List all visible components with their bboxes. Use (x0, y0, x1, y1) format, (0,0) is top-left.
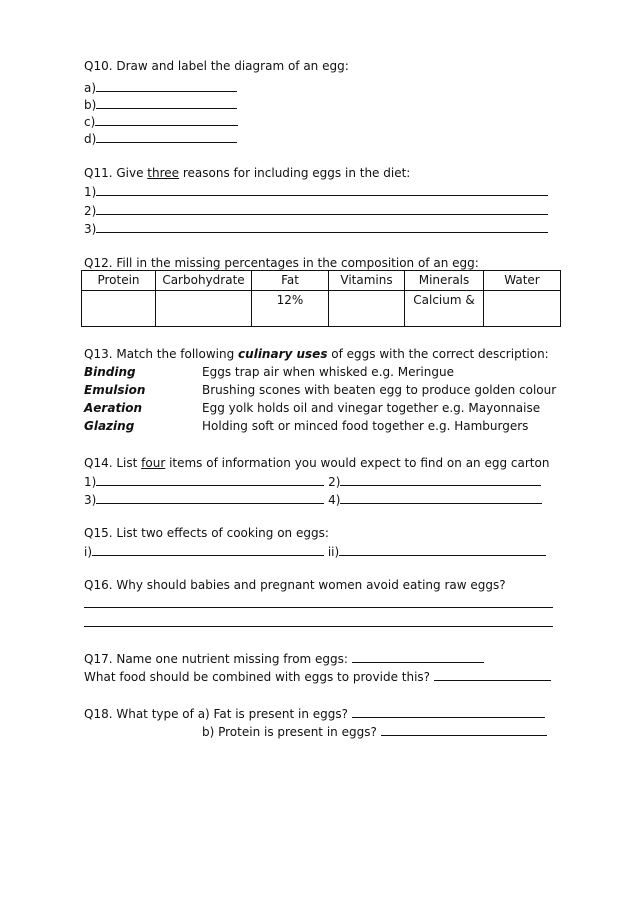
q14-question (84, 455, 549, 471)
q18-question-a (84, 705, 545, 722)
q12-question: Q12. Fill in the missing percentages in the composition of an egg: (84, 256, 479, 270)
header-cell: Minerals (405, 271, 484, 291)
answer-blank[interactable] (96, 130, 237, 143)
answer-blank[interactable] (352, 705, 545, 718)
answer-blank[interactable] (96, 491, 324, 504)
answer-label: 4) (328, 493, 341, 507)
answer-label: d) (84, 132, 97, 146)
q16-answer-line-2 (84, 614, 553, 631)
q13-question (84, 346, 549, 362)
q15-question: Q15. List two effects of cooking on eggs: (84, 526, 329, 540)
q13-prefix: Q13. Match the following (84, 347, 239, 361)
answer-blank[interactable] (381, 723, 547, 736)
answer-blank[interactable] (96, 202, 548, 215)
answer-blank[interactable] (96, 220, 548, 233)
answer-blank[interactable] (352, 650, 484, 663)
match-term-aeration: Aeration (84, 401, 143, 415)
value-cell-minerals: Calcium & (405, 291, 484, 327)
answer-blank[interactable] (96, 473, 324, 486)
answer-blank[interactable] (96, 96, 237, 109)
header-cell: Vitamins (329, 271, 405, 291)
answer-blank[interactable] (96, 183, 548, 196)
match-description: Brushing scones with beaten egg to produce golden colour (202, 383, 557, 397)
answer-label: 2) (328, 475, 341, 489)
answer-label: i) (84, 545, 93, 559)
header-cell: Carbohydrate (156, 271, 252, 291)
q16-question: Q16. Why should babies and pregnant women avoid eating raw eggs? (84, 578, 506, 592)
header-cell: Fat (252, 271, 329, 291)
answer-blank[interactable] (434, 668, 551, 681)
composition-table (81, 270, 561, 327)
answer-blank[interactable] (84, 614, 553, 627)
q16-answer-line-1 (84, 595, 553, 612)
q14-suffix: items of information you would expect to find on an egg carton (165, 456, 550, 470)
answer-blank[interactable] (84, 595, 553, 608)
answer-label: 3) (84, 493, 97, 507)
header-cell: Water (484, 271, 561, 291)
match-term-emulsion: Emulsion (84, 383, 146, 397)
q10-answer-d (84, 130, 237, 147)
value-cell-carbohydrate[interactable] (156, 291, 252, 327)
q17-question (84, 650, 484, 667)
header-cell: Protein (82, 271, 156, 291)
q11-prefix: Q11. Give (84, 166, 148, 180)
table-header-row (82, 271, 561, 291)
match-term-glazing: Glazing (84, 419, 135, 433)
answer-label: 2) (84, 204, 97, 218)
q14-emphasis: four (141, 456, 166, 470)
answer-label: ii) (327, 545, 340, 559)
q11-question (84, 165, 410, 181)
q10-answer-b (84, 96, 237, 113)
q14-prefix: Q14. List (84, 456, 142, 470)
answer-label: c) (84, 115, 96, 129)
answer-blank[interactable] (95, 113, 238, 126)
answer-blank[interactable] (340, 473, 541, 486)
q11-answer-2 (84, 202, 548, 219)
q17-followup-text: What food should be combined with eggs to provide this? (84, 670, 431, 684)
answer-label: 3) (84, 222, 97, 236)
q10-answer-a (84, 79, 237, 96)
match-description: Egg yolk holds oil and vinegar together e.g. Mayonnaise (202, 401, 541, 415)
answer-blank[interactable] (339, 543, 546, 556)
q10-question: Q10. Draw and label the diagram of an egg: (84, 59, 349, 73)
answer-blank[interactable] (92, 543, 324, 556)
q13-suffix: of eggs with the correct description: (327, 347, 549, 361)
answer-label: b) (84, 98, 97, 112)
value-cell-vitamins[interactable] (329, 291, 405, 327)
q15-answers-row (84, 543, 546, 560)
match-description: Eggs trap air when whisked e.g. Meringue (202, 365, 454, 379)
value-cell-fat: 12% (252, 291, 329, 327)
answer-blank[interactable] (96, 79, 237, 92)
answer-label: 1) (84, 475, 97, 489)
q17-followup (84, 668, 551, 685)
q11-emphasis: three (147, 166, 180, 180)
answer-label: 1) (84, 185, 97, 199)
q10-answer-c (84, 113, 238, 130)
table-value-row (82, 291, 561, 327)
q14-answers-row-2 (84, 491, 542, 508)
q18-question-a-text: Q18. What type of a) Fat is present in eggs? (84, 707, 349, 721)
q18-question-b-text: b) Protein is present in eggs? (202, 725, 377, 739)
q13-emphasis: culinary uses (238, 347, 328, 361)
value-cell-protein[interactable] (82, 291, 156, 327)
answer-blank[interactable] (340, 491, 542, 504)
q18-question-b (202, 723, 547, 740)
match-term-binding: Binding (84, 365, 136, 379)
q14-answers-row-1 (84, 473, 541, 490)
q11-answer-1 (84, 183, 548, 200)
value-cell-water[interactable] (484, 291, 561, 327)
q11-answer-3 (84, 220, 548, 237)
q17-question-text: Q17. Name one nutrient missing from eggs: (84, 652, 348, 666)
answer-label: a) (84, 81, 97, 95)
q11-suffix: reasons for including eggs in the diet: (179, 166, 411, 180)
match-description: Holding soft or minced food together e.g. Hamburgers (202, 419, 529, 433)
